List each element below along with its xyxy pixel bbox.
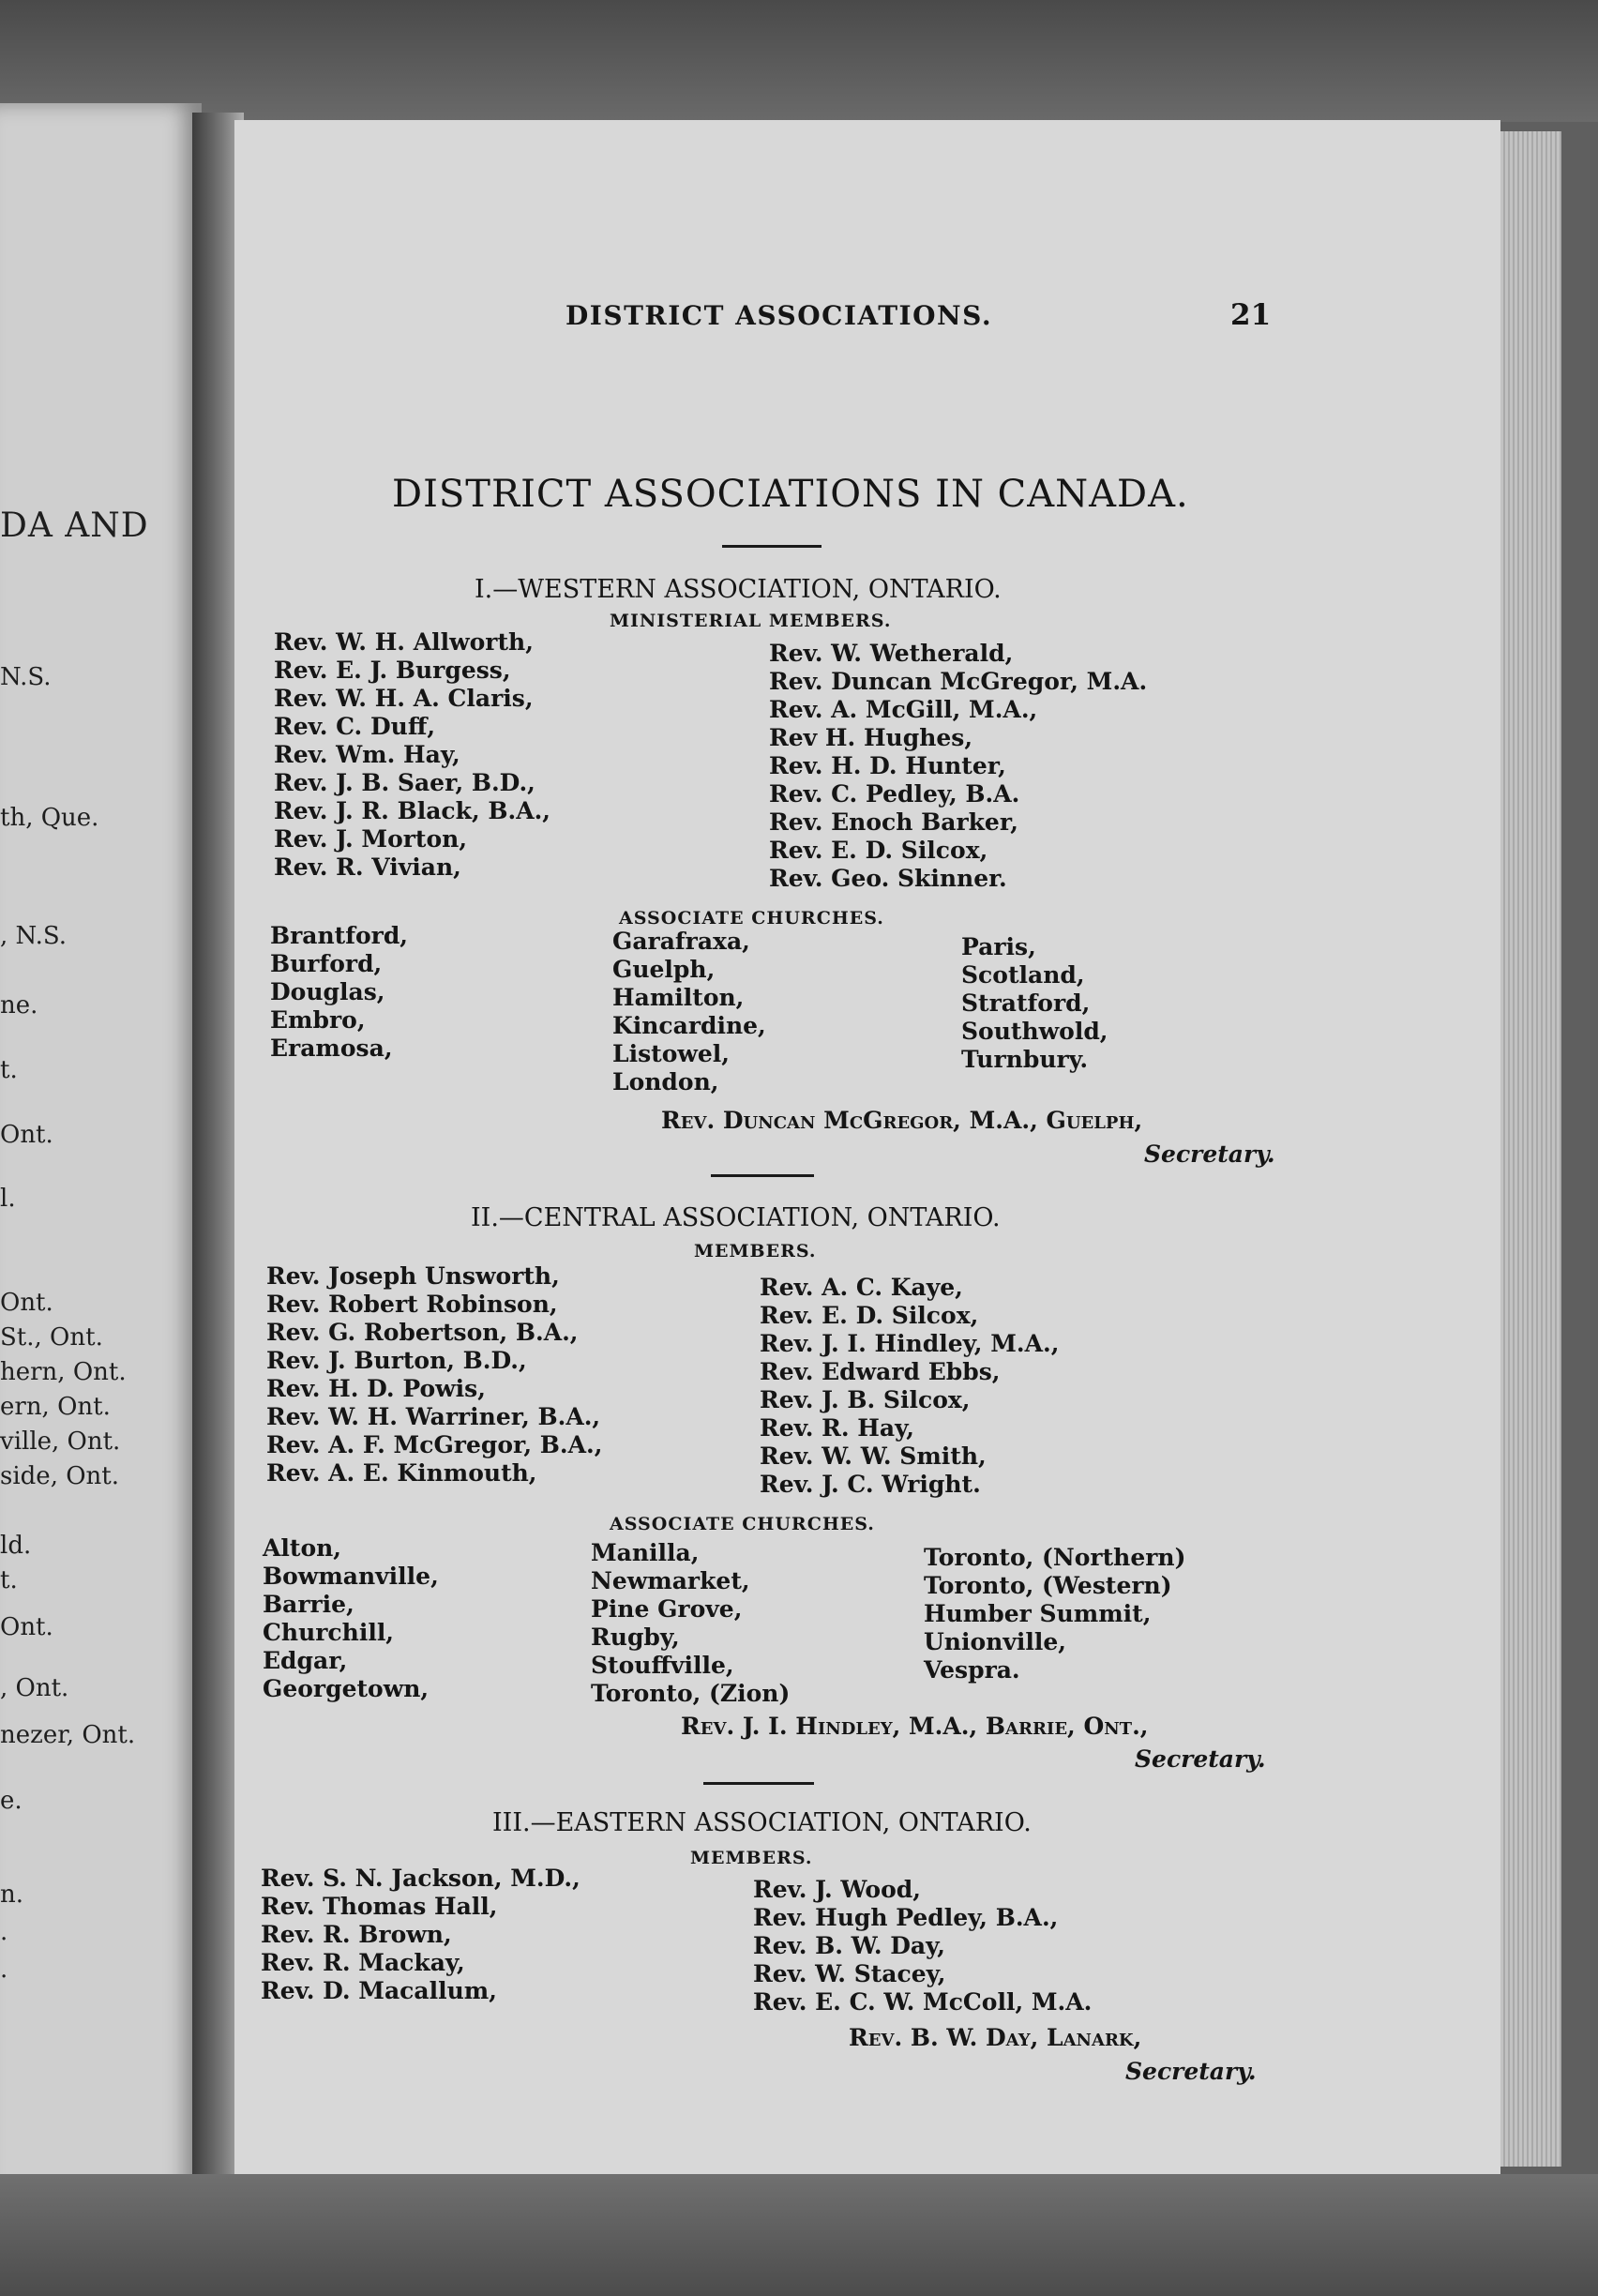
- church-name: Vespra.: [924, 1656, 1020, 1684]
- member-name: Rev. Hugh Pedley, B.A.,: [753, 1904, 1059, 1931]
- member-name: Rev. J. B. Saer, B.D.,: [274, 769, 535, 796]
- facing-page-text: , Ont.: [0, 1674, 69, 1702]
- member-name: Rev. E. D. Silcox,: [760, 1302, 979, 1329]
- member-name: Rev. W. W. Smith,: [760, 1443, 987, 1470]
- facing-page-text: l.: [0, 1185, 16, 1213]
- church-name: Rugby,: [591, 1624, 680, 1651]
- facing-page-text: t.: [0, 1566, 18, 1594]
- church-name: London,: [612, 1068, 719, 1095]
- member-name: Rev. E. D. Silcox,: [769, 837, 988, 864]
- member-name: Rev. J. Burton, B.D.,: [266, 1347, 527, 1374]
- section-heading-western: I.—WESTERN ASSOCIATION, ONTARIO.: [475, 575, 1002, 604]
- facing-page-text: Ont.: [0, 1613, 53, 1641]
- member-name: Rev. G. Robertson, B.A.,: [266, 1319, 579, 1346]
- church-name: Manilla,: [591, 1539, 700, 1566]
- facing-page-text: th, Que.: [0, 804, 99, 832]
- churches-col-3: [924, 1544, 1185, 1684]
- church-name: Churchill,: [263, 1619, 395, 1646]
- member-name: Rev. B. W. Day,: [753, 1932, 945, 1959]
- facing-page-text: N.S.: [0, 663, 52, 691]
- section-heading-eastern: III.—EASTERN ASSOCIATION, ONTARIO.: [492, 1808, 1032, 1837]
- member-name: Rev. Enoch Barker,: [769, 808, 1018, 836]
- members-right-list: [760, 1274, 1059, 1499]
- church-name: Alton,: [263, 1534, 341, 1562]
- member-name: Rev. J. Wood,: [753, 1876, 921, 1903]
- church-name: Burford,: [270, 950, 383, 977]
- member-name: Rev. Geo. Skinner.: [769, 865, 1007, 892]
- facing-page-text: ne.: [0, 991, 38, 1020]
- member-name: Rev. H. D. Hunter,: [769, 752, 1006, 779]
- member-name: Rev. J. Morton,: [274, 825, 468, 853]
- church-name: Newmarket,: [591, 1567, 750, 1594]
- church-name: Barrie,: [263, 1591, 354, 1618]
- member-name: Rev. S. N. Jackson, M.D.,: [261, 1865, 580, 1892]
- churches-col-1: [263, 1534, 439, 1703]
- church-name: Bowmanville,: [263, 1563, 439, 1590]
- church-name: Brantford,: [270, 922, 409, 949]
- facing-page-text: , N.S.: [0, 922, 68, 950]
- churches-col-3: [961, 933, 1108, 1074]
- member-name: Rev. J. C. Wright.: [760, 1471, 981, 1498]
- facing-page-text: Ont.: [0, 1289, 53, 1317]
- churches-col-2: [612, 928, 766, 1096]
- church-name: Kincardine,: [612, 1012, 766, 1039]
- church-name: Unionville,: [924, 1628, 1066, 1655]
- member-name: Rev. Joseph Unsworth,: [266, 1262, 560, 1290]
- member-name: Rev. C. Pedley, B.A.: [769, 780, 1020, 808]
- church-name: Toronto, (Northern): [924, 1544, 1186, 1571]
- title-rule: [722, 545, 822, 548]
- member-name: Rev. E. C. W. McColl, M.A.: [753, 1988, 1093, 2016]
- member-name: Rev. A. C. Kaye,: [760, 1274, 963, 1301]
- member-name: Rev. W. H. Warriner, B.A.,: [266, 1403, 601, 1430]
- facing-page-text: hern, Ont.: [0, 1358, 127, 1386]
- page-number: 21: [1230, 298, 1272, 332]
- secretary-label: Secretary.: [1144, 1140, 1275, 1168]
- secretary-signature: Rev. J. I. Hindley, M.A., Barrie, Ont.,: [681, 1713, 1149, 1740]
- church-name: Hamilton,: [612, 984, 745, 1011]
- church-name: Eramosa,: [270, 1035, 393, 1062]
- church-name: Georgetown,: [263, 1675, 430, 1702]
- church-name: Listowel,: [612, 1040, 730, 1067]
- member-name: Rev. R. Brown,: [261, 1921, 452, 1948]
- scan-background-top: [0, 0, 1598, 122]
- members-left-list: [274, 628, 550, 882]
- church-name: Embro,: [270, 1006, 366, 1034]
- member-name: Rev H. Hughes,: [769, 724, 973, 751]
- member-name: Rev. Wm. Hay,: [274, 741, 460, 768]
- members-right-list: [753, 1876, 1092, 2017]
- member-name: Rev. R. Mackay,: [261, 1949, 465, 1976]
- book-page: [234, 120, 1500, 2174]
- member-name: Rev. W. Stacey,: [753, 1960, 946, 1987]
- church-name: Pine Grove,: [591, 1595, 743, 1623]
- member-name: Rev. J. B. Silcox,: [760, 1386, 971, 1413]
- churches-col-2: [591, 1539, 790, 1708]
- church-name: Garafraxa,: [612, 928, 750, 955]
- scan-background-bottom: [0, 2174, 1598, 2296]
- church-name: Paris,: [961, 933, 1036, 960]
- member-name: Rev. D. Macallum,: [261, 1977, 497, 2004]
- church-name: Stouffville,: [591, 1652, 734, 1679]
- facing-page-text: DA AND: [0, 506, 149, 545]
- member-name: Rev. E. J. Burgess,: [274, 657, 511, 684]
- church-name: Toronto, (Western): [924, 1572, 1172, 1599]
- member-name: Rev. C. Duff,: [274, 713, 436, 740]
- member-name: Rev. A. F. McGregor, B.A.,: [266, 1431, 603, 1458]
- church-name: Guelph,: [612, 956, 716, 983]
- member-name: Rev. Thomas Hall,: [261, 1893, 498, 1920]
- church-name: Edgar,: [263, 1647, 348, 1674]
- running-head: DISTRICT ASSOCIATIONS.: [565, 300, 993, 331]
- member-name: Rev. W. H. Allworth,: [274, 628, 534, 656]
- church-name: Stratford,: [961, 989, 1091, 1017]
- secretary-signature: Rev. B. W. Day, Lanark,: [849, 2024, 1142, 2051]
- section-rule: [703, 1782, 814, 1785]
- members-right-list: [769, 640, 1147, 893]
- members-left-list: [266, 1262, 602, 1488]
- member-name: Rev. R. Vivian,: [274, 853, 461, 881]
- churches-heading: ASSOCIATE CHURCHES.: [619, 908, 884, 929]
- church-name: Scotland,: [961, 961, 1085, 989]
- member-name: Rev. H. D. Powis,: [266, 1375, 486, 1402]
- facing-page-text: St., Ont.: [0, 1323, 103, 1352]
- churches-heading: ASSOCIATE CHURCHES.: [610, 1514, 875, 1534]
- facing-page-text: .: [0, 1918, 8, 1946]
- page-title: DISTRICT ASSOCIATIONS IN CANADA.: [392, 473, 1189, 516]
- member-name: Rev. A. McGill, M.A.,: [769, 696, 1038, 723]
- secretary-signature: Rev. Duncan McGregor, M.A., Guelph,: [661, 1107, 1143, 1134]
- section-rule: [711, 1174, 814, 1177]
- member-name: Rev. J. R. Black, B.A.,: [274, 797, 550, 824]
- facing-page-text: ern, Ont.: [0, 1393, 111, 1421]
- churches-col-1: [270, 922, 408, 1063]
- church-name: Douglas,: [270, 978, 385, 1005]
- section-heading-central: II.—CENTRAL ASSOCIATION, ONTARIO.: [471, 1203, 1001, 1232]
- members-heading: MEMBERS.: [690, 1848, 813, 1868]
- member-name: Rev. J. I. Hindley, M.A.,: [760, 1330, 1060, 1357]
- facing-page-text: t.: [0, 1056, 18, 1084]
- facing-page-fragment: [0, 103, 202, 2204]
- secretary-label: Secretary.: [1125, 2058, 1257, 2085]
- secretary-label: Secretary.: [1135, 1745, 1266, 1773]
- church-name: Humber Summit,: [924, 1600, 1152, 1627]
- member-name: Rev. W. H. A. Claris,: [274, 685, 534, 712]
- facing-page-text: .: [0, 1956, 8, 1984]
- member-name: Rev. Robert Robinson,: [266, 1291, 558, 1318]
- church-name: Southwold,: [961, 1018, 1108, 1045]
- facing-page-text: nezer, Ont.: [0, 1721, 136, 1749]
- facing-page-text: e.: [0, 1787, 23, 1815]
- page-edges: [1496, 131, 1561, 2167]
- member-name: Rev. A. E. Kinmouth,: [266, 1459, 537, 1487]
- members-heading: MINISTERIAL MEMBERS.: [610, 611, 892, 631]
- member-name: Rev. Duncan McGregor, M.A.: [769, 668, 1148, 695]
- member-name: Rev. Edward Ebbs,: [760, 1358, 1001, 1385]
- church-name: Turnbury.: [961, 1046, 1089, 1073]
- church-name: Toronto, (Zion): [591, 1680, 791, 1707]
- member-name: Rev. R. Hay,: [760, 1414, 914, 1442]
- facing-page-text: Ont.: [0, 1121, 53, 1149]
- members-heading: MEMBERS.: [694, 1241, 817, 1261]
- member-name: Rev. W. Wetherald,: [769, 640, 1014, 667]
- facing-page-text: side, Ont.: [0, 1462, 119, 1490]
- facing-page-text: n.: [0, 1881, 24, 1909]
- members-left-list: [261, 1865, 580, 2005]
- facing-page-text: ville, Ont.: [0, 1427, 121, 1456]
- facing-page-text: ld.: [0, 1532, 32, 1560]
